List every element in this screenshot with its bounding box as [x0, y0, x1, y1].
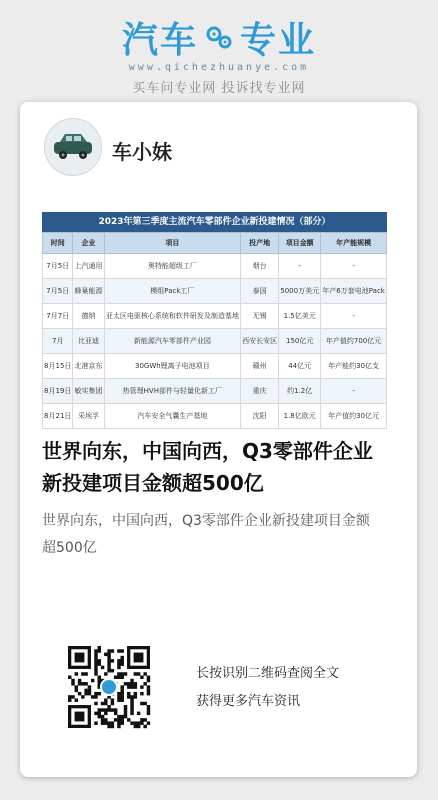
hero-table-cell: 沈阳: [241, 404, 279, 429]
hero-table-cell: 年产能约30亿支: [321, 354, 387, 379]
brand-logo: [0, 14, 438, 60]
qr-caption-line2: 获得更多汽车资讯: [196, 694, 301, 709]
hero-table-cell: -: [321, 304, 387, 329]
hero-table-cell: 采埃孚: [73, 404, 104, 429]
hero-table-cell: 德纳: [73, 304, 104, 329]
brand-url: www.qichezhuanye.com: [128, 62, 310, 73]
hero-table-row: [43, 304, 387, 329]
hero-table-cell: 年产值约700亿元: [321, 329, 387, 354]
hero-table-column-header: 投产地: [241, 233, 279, 254]
hero-table-cell: 约1.2亿: [279, 379, 321, 404]
hero-image-table[interactable]: [42, 212, 387, 420]
hero-table-row: [43, 379, 387, 404]
qr-caption-line1: 长按识别二维码查阅全文: [196, 666, 340, 681]
qr-caption: [196, 660, 339, 716]
hero-table-cell: 比亚迪: [73, 329, 104, 354]
brand-title-right: 专业: [240, 19, 317, 61]
hero-table-row: [43, 329, 387, 354]
hero-table-cell: 汽车安全气囊生产基地: [104, 404, 240, 429]
hero-table-cell: 蜂巢能源: [73, 279, 104, 304]
hero-table-cell: 150亿元: [279, 329, 321, 354]
article-title[interactable]: 世界向东，中国向西，Q3零部件企业新投建项目金额超500亿: [42, 439, 373, 495]
hero-table-heading: 2023年第三季度主流汽车零部件企业新投建情况（部分）: [42, 212, 387, 232]
hero-table-column-header: 时间: [43, 233, 73, 254]
hero-table-column-header: 年产能规模: [321, 233, 387, 254]
hero-table-cell: 7月5日: [43, 279, 73, 304]
brand-slogan: 买车问专业网 投诉找专业网: [132, 81, 306, 96]
hero-table-cell: -: [321, 379, 387, 404]
article-summary: 世界向东，中国向西，Q3零部件企业新投建项目金额超500亿: [42, 513, 370, 556]
hero-table-body: [43, 254, 387, 429]
hero-table-cell: 7月7日: [43, 304, 73, 329]
hero-table-cell: 1.5亿美元: [279, 304, 321, 329]
author-name: 车小妹: [112, 140, 172, 164]
hero-table-cell: 模组Pack工厂: [104, 279, 240, 304]
hero-table-cell: 敏实集团: [73, 379, 104, 404]
hero-table-column-header: 企业: [73, 233, 104, 254]
hero-table-row: [43, 404, 387, 429]
hero-table-cell: 上汽通用: [73, 254, 104, 279]
hero-table-cell: 北港京东: [73, 354, 104, 379]
hero-table-cell: 44亿元: [279, 354, 321, 379]
hero-table-cell: 赣州: [241, 354, 279, 379]
hero-table-row: [43, 354, 387, 379]
hero-table-cell: 8月21日: [43, 404, 73, 429]
qr-code[interactable]: [68, 646, 150, 728]
hero-table-cell: -: [279, 254, 321, 279]
hero-table-cell: 7月5日: [43, 254, 73, 279]
hero-table: [42, 232, 387, 429]
hero-table-cell: 年产6万套电池Pack: [321, 279, 387, 304]
hero-table-cell: 奥特能超级工厂: [104, 254, 240, 279]
hero-table-cell: 烟台: [241, 254, 279, 279]
hero-table-cell: 7月: [43, 329, 73, 354]
hero-table-column-header: 项目金额: [279, 233, 321, 254]
brand-header: [0, 14, 438, 96]
hero-table-cell: 亚太区电驱核心系统和软件研发及制造基地: [104, 304, 240, 329]
hero-table-cell: 8月15日: [43, 354, 73, 379]
hero-table-header-row: [43, 233, 387, 254]
hero-table-cell: 30GWh锂离子电池项目: [104, 354, 240, 379]
hero-table-cell: -: [321, 254, 387, 279]
hero-table-cell: 1.8亿欧元: [279, 404, 321, 429]
hero-table-column-header: 项目: [104, 233, 240, 254]
hero-table-cell: 5000万美元: [279, 279, 321, 304]
hero-table-cell: 西安长安区: [241, 329, 279, 354]
brand-title-left: 汽车: [121, 19, 198, 61]
hero-table-cell: 年产值约30亿元: [321, 404, 387, 429]
car-avatar-icon[interactable]: [44, 118, 102, 176]
hero-table-cell: 重庆: [241, 379, 279, 404]
hero-table-cell: 热管理HVH部件与轻量化新工厂: [104, 379, 240, 404]
share-card: [20, 102, 417, 777]
hero-table-row: [43, 254, 387, 279]
hero-table-row: [43, 279, 387, 304]
hero-table-cell: 无锡: [241, 304, 279, 329]
hero-table-cell: 新能源汽车零部件产业园: [104, 329, 240, 354]
gear-icon: [204, 22, 234, 52]
hero-table-cell: 8月19日: [43, 379, 73, 404]
hero-table-cell: 泰国: [241, 279, 279, 304]
